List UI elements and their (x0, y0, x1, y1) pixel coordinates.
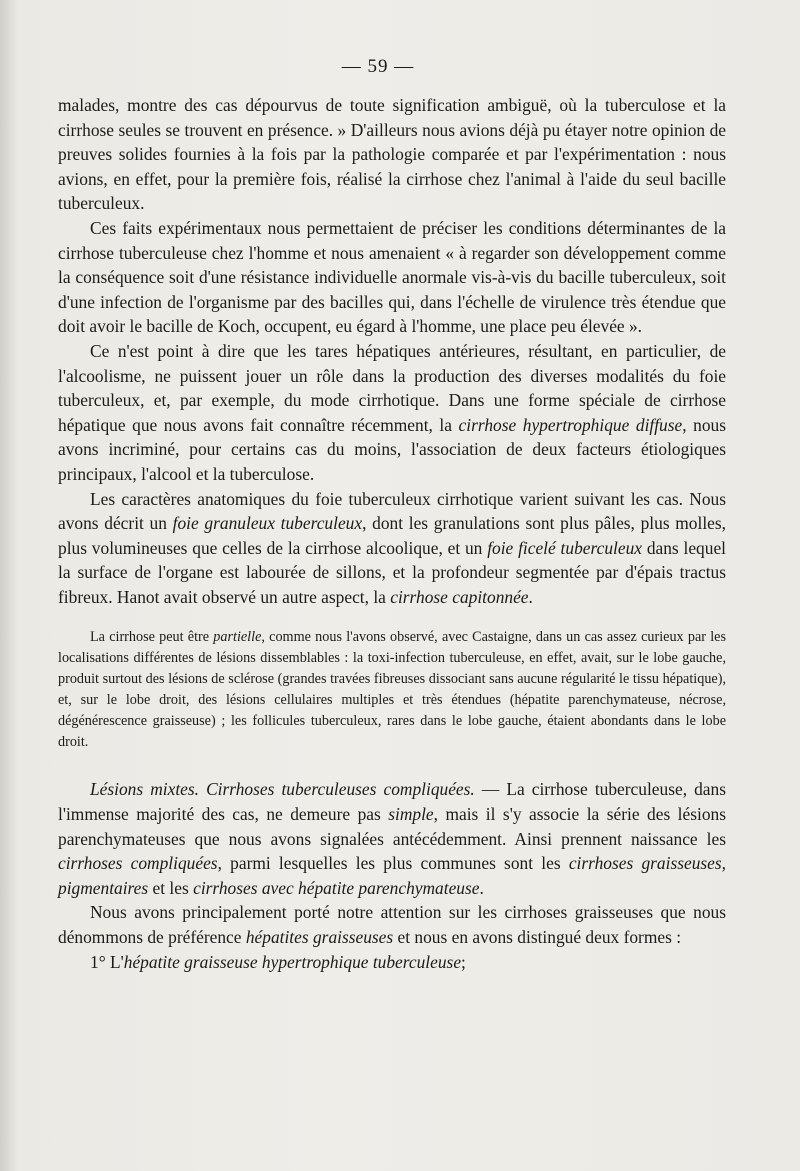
paragraph-1: malades, montre des cas dépourvus de toute signification ambiguë, où la tuberculose et la cirrhose seules se trouvent en présence. » D'ailleurs nous avions déjà pu étayer notre opinion de preuves solides fournies à la fois par la pathologie comparée et par l'expérimentation : nous avions, en effet, pour la première fois, réalisé la cirrhose chez l'animal à l'aide du seul bacille tuberculeux. (58, 95, 726, 214)
paragraph-2: Ces faits expérimentaux nous permettaient de préciser les conditions déterminantes de la cirrhose tuberculeuse chez l'homme et nous amenaient « à regarder son développement comme la conséquence soit d'une résistance individuelle anormale vis-à-vis du bacille tuberculeux, soit d'une infection de l'organisme par des bacilles qui, dans l'échelle de virulence très étendue que doit avoir le bacille de Koch, occupent, eu égard à l'homme, une place peu élevée ». (58, 217, 726, 337)
footnote-paragraph (58, 627, 726, 753)
paragraph-4-text-end: . (528, 586, 533, 607)
note-emphasis: partielle (213, 629, 262, 646)
paragraph-5-text-2: , mais il s'y associe la série des lésions parenchymateuses que nous avons signalées antécédemment. Ainsi prennent naissance les (58, 804, 726, 849)
paragraph-4-emphasis-ficele: foie ficelé tuberculeux (487, 537, 642, 558)
paragraph-4-text-2: , dont les granulations sont plus pâles, plus molles, plus volumineuses que celles de la cirrhose alcoolique, et un (58, 513, 727, 558)
paragraph-4-emphasis-capitonnee: cirrhose capitonnée (390, 586, 529, 607)
list-item-end: ; (461, 951, 466, 972)
paragraph-5 (58, 777, 726, 900)
note-text-end: , comme nous l'avons observé, avec Castaigne, dans un cas assez curieux par les localisations différentes de lésions dissemblables : la toxi-infection tuberculeuse, en effet, avait, sur le lobe gauche, produit surtout des lésions de sclérose (grandes travées fibreuses dissociant sans aucune régularité le tissu hépatique), et, sur le lobe droit, des lésions cellulaires multiples et très étendues (hépatite parenchymateuse, nécrose, dégénérescence graisseuse) ; les follicules tuberculeux, rares dans le lobe gauche, étaient abondants dans le lobe droit. (58, 629, 726, 751)
paragraph-6-emphasis: hépatites graisseuses (245, 927, 394, 948)
paragraph-3-text: Ce n'est point à dire que les tares hépatiques antérieures, résultant, en particulier, de l'alcoolisme, ne puissent jouer un rôle dans la production des diverses modalités du foie tuberculeux, et, par exemple, du mode cirrhotique. Dans une forme spéciale de cirrhose hépatique que nous avons fait connaître récemment, la (58, 340, 726, 435)
paragraph-6-text: Nous avons principalement porté notre attention sur les cirrhoses graisseuses que nous dénommons de préférence (58, 902, 726, 948)
paragraph-3 (58, 339, 726, 487)
list-item-emphasis: hépatite graisseuse hypertrophique tuberculeuse (123, 951, 462, 972)
paragraph-4 (58, 487, 726, 610)
paragraph-5-emphasis-compliquees: cirrhoses compliquées (58, 853, 218, 874)
list-item-1 (58, 950, 726, 975)
paragraph-4-emphasis-granuleux: foie granuleux tuberculeux (172, 513, 363, 534)
paragraph-5-emphasis-hepatite: cirrhoses avec hépatite parenchymateuse (193, 877, 480, 898)
note-text: La cirrhose peut être (90, 629, 214, 646)
list-item-number: 1° L' (90, 951, 124, 972)
page-number: — 59 — (341, 56, 415, 77)
page-body (58, 93, 726, 974)
paragraph-5-text-3: , parmi lesquelles les plus communes sont les (217, 853, 569, 874)
paragraph-5-text-4: et les (148, 877, 194, 898)
section-heading-lesions-mixtes: Lésions mixtes. Cirrhoses tuberculeuses compliquées. (90, 779, 475, 800)
paragraph-5-emphasis-graisseuses: cirrhoses graisseuses, pigmentaires (58, 853, 726, 898)
paragraph-5-text-end: . (479, 877, 484, 898)
paragraph-5-text: — La cirrhose tuberculeuse, dans l'immense majorité des cas, ne demeure pas (58, 779, 726, 825)
paragraph-6 (58, 900, 726, 949)
paragraph-3-emphasis: cirrhose hypertrophique diffuse (458, 414, 683, 435)
paragraph-3-text-end: , nous avons incriminé, pour certains cas du moins, l'association de deux facteurs étiologiques principaux, l'alcool et la tuberculose. (58, 414, 726, 484)
paragraph-5-emphasis-simple: simple (388, 804, 434, 825)
paragraph-4-text-3: dans lequel la surface de l'organe est labourée de sillons, et la profondeur segmentée par d'épais tractus fibreux. Hanot avait observé un autre aspect, la (58, 537, 726, 607)
paragraph-6-text-end: et nous en avons distingué deux formes : (393, 927, 682, 948)
paragraph-4-text: Les caractères anatomiques du foie tuberculeux cirrhotique varient suivant les cas. Nous avons décrit un (58, 488, 726, 534)
